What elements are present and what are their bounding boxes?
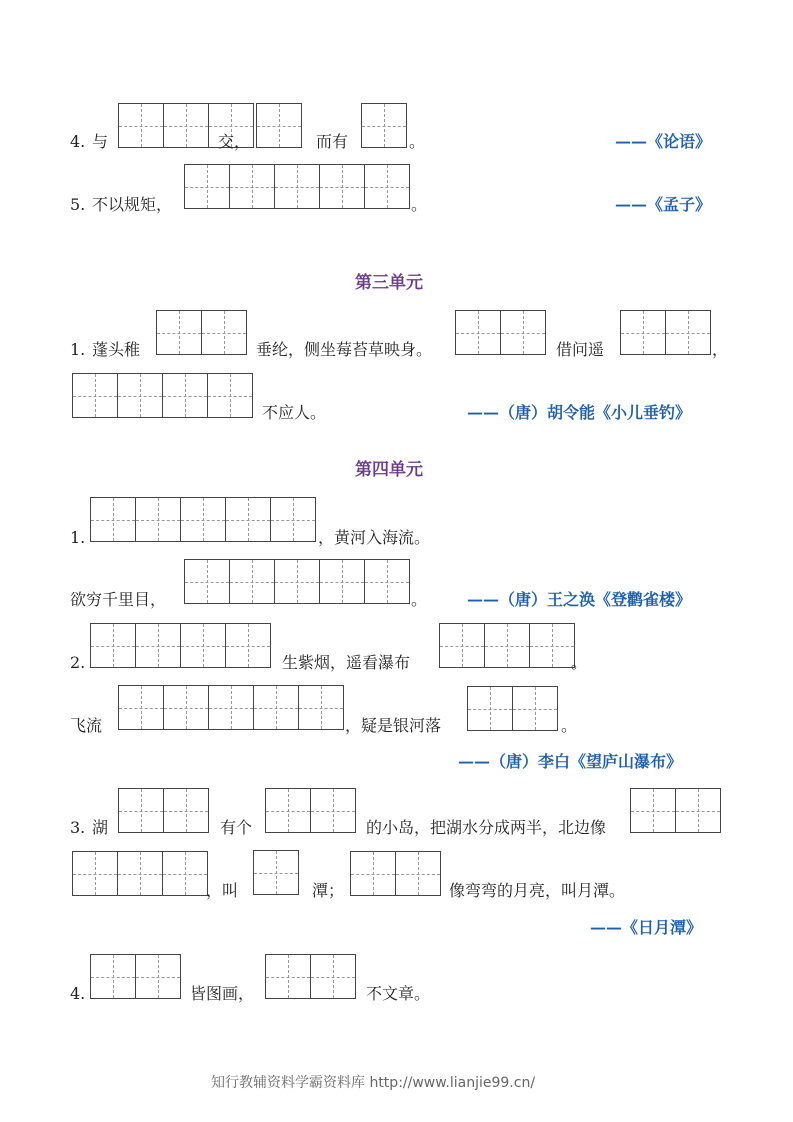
u4q3-text-6: 像弯弯的月亮，叫月潭。 [449, 881, 626, 900]
source-citation: ——《孟子》 [615, 195, 712, 214]
u4q4-number: 4. [70, 984, 86, 1003]
answer-box-2[interactable] [350, 851, 441, 896]
u3q1-text-5: 不应人。 [262, 403, 327, 422]
answer-box-2[interactable] [118, 788, 209, 833]
answer-box-3[interactable] [72, 851, 208, 896]
u4q2-text-3: 飞流 [70, 716, 103, 735]
answer-box-5[interactable] [118, 685, 344, 730]
q5-text-2: 。 [411, 195, 428, 214]
answer-box-2[interactable] [455, 310, 546, 355]
u4q1-text-3: 。 [411, 590, 428, 609]
q4-text-3: 而有 [316, 132, 349, 151]
q4-text-4: 。 [409, 132, 426, 151]
u3q1-text-4: ， [712, 340, 729, 359]
u4q4-text-1: 皆图画， [190, 984, 255, 1003]
u4q3-text-3: 的小岛，把湖水分成两半，北边像 [366, 818, 607, 837]
source-citation: ——（唐）王之涣《登鹳雀楼》 [467, 590, 692, 609]
u4q1-number: 1. [70, 528, 86, 547]
unit-title: 第三单元 [355, 273, 423, 293]
answer-box-2[interactable] [90, 954, 181, 999]
u3q1-text-2: 垂纶，侧坐莓苔草映身。 [256, 340, 433, 359]
answer-box-2[interactable] [156, 310, 247, 355]
q4-number: 4. [70, 132, 86, 151]
source-citation: ——《日月潭》 [590, 918, 703, 937]
answer-box-4[interactable] [72, 373, 253, 418]
answer-box-2[interactable] [620, 310, 711, 355]
answer-box-2[interactable] [265, 954, 356, 999]
u3q1-text-1: 蓬头稚 [92, 340, 141, 359]
u4q3-text-2: 有个 [220, 818, 253, 837]
u4q3-text-5: 潭； [312, 881, 345, 900]
u3q1-number: 1. [70, 340, 86, 359]
source-citation: ——（唐）胡令能《小儿垂钓》 [467, 403, 692, 422]
source-citation: ——（唐）李白《望庐山瀑布》 [458, 752, 683, 771]
q4-text-1: 与 [92, 132, 109, 151]
q5-text-1: 不以规矩， [92, 195, 173, 214]
u4q2-text-2: 。 [571, 653, 588, 672]
answer-box-1[interactable] [256, 103, 302, 148]
u4q3-text-1: 湖 [92, 818, 109, 837]
answer-box-1[interactable] [253, 850, 299, 895]
q4-text-2: 交， [218, 132, 251, 151]
u4q2-text-1: 生紫烟，遥看瀑布 [282, 653, 411, 672]
answer-box-2[interactable] [467, 686, 558, 731]
u3q1-text-3: 借问遥 [556, 340, 605, 359]
q5-number: 5. [70, 195, 86, 214]
u4q2-text-4: ，疑是银河落 [345, 716, 442, 735]
answer-box-4[interactable] [90, 623, 271, 668]
answer-box-1[interactable] [361, 103, 407, 148]
answer-box-5[interactable] [184, 164, 410, 209]
answer-box-5[interactable] [184, 559, 410, 604]
answer-box-2[interactable] [630, 788, 721, 833]
footer-url: 知行教辅资料学霸资料库 http://www.lianjie99.cn/ [211, 1075, 536, 1091]
unit-title: 第四单元 [355, 460, 423, 480]
u4q1-text-2: 欲穷千里目， [70, 590, 167, 609]
u4q2-number: 2. [70, 653, 86, 672]
u4q2-text-5: 。 [561, 716, 578, 735]
u4q3-number: 3. [70, 818, 86, 837]
u4q3-text-4: ，叫 [206, 881, 239, 900]
u4q4-text-2: 不文章。 [366, 984, 431, 1003]
answer-box-3[interactable] [439, 623, 575, 668]
source-citation: ——《论语》 [615, 132, 712, 151]
u4q1-text-1: ，黄河入海流。 [318, 528, 431, 547]
answer-box-5[interactable] [90, 497, 316, 542]
answer-box-2[interactable] [265, 788, 356, 833]
